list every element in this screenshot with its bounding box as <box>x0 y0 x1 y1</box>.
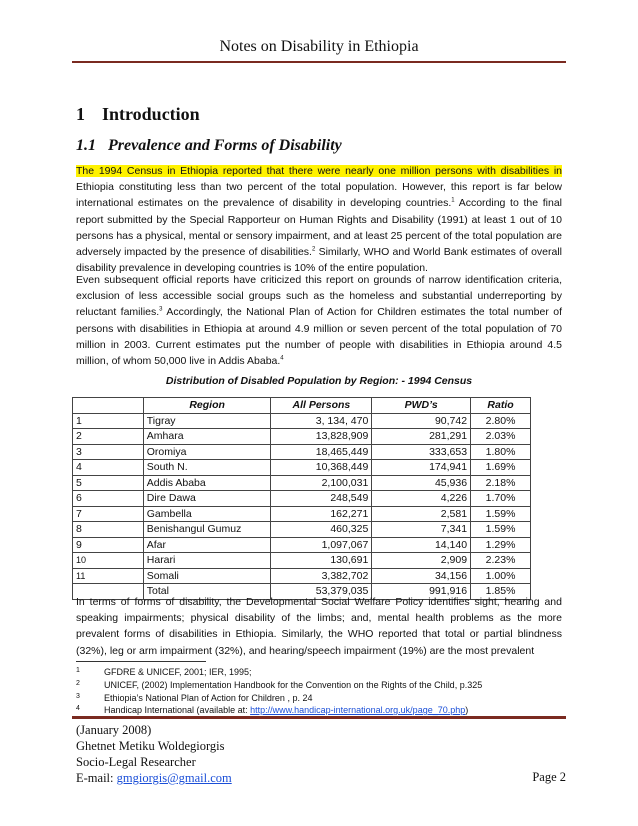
footer-author: Ghetnet Metiku Woldegiorgis <box>76 739 225 753</box>
table-cell: 2 <box>73 429 144 445</box>
table-cell: 1.59% <box>471 506 531 522</box>
table-header-cell: PWD’s <box>372 398 471 414</box>
table-title: Distribution of Disabled Population by Region: - 1994 Census <box>165 375 473 387</box>
table-body <box>73 413 531 599</box>
table-cell: Gambella <box>143 506 271 522</box>
table-header-cell <box>73 398 144 414</box>
paragraph-1: The 1994 Census in Ethiopia reported that there were nearly one million persons with disabilities in Ethiopia constituting less than two percent of the total population. However, this report is far below international estimates on the prevalence of disability in developing countries.$^1$ According to the final report submitted by the Special Rapporteur on Human Rights and Disability (1991) at least 1 out of 10 persons has a physical, mental or sensory impairment, and at least 25 percent of the total population are adversely impacted by the presence of disabilities.$^2$ Similarly, WHO and World Bank estimates of overall disability prevalence in developing countries is 10% of the entire population. <box>76 165 563 275</box>
table-cell: 45,936 <box>372 475 471 491</box>
table-cell: 333,653 <box>372 444 471 460</box>
running-header: Notes on Disability in Ethiopia <box>219 38 419 55</box>
table-cell: 18,465,449 <box>271 444 372 460</box>
table-cell: Harari <box>143 553 271 569</box>
table-row <box>73 522 531 538</box>
table-cell: 1.29% <box>471 537 531 553</box>
table-cell: 3, 134, 470 <box>271 413 372 429</box>
table-cell: 10 <box>73 553 144 569</box>
footnote-ref: 4 <box>280 355 284 362</box>
table-cell: Tigray <box>143 413 271 429</box>
paragraph-2: Even subsequent official reports have criticized this report on grounds of narrow identification criteria, exclusion of less accessible social groups such as the homeless and substantial underreporting by reluctant families.$^3$ Accordingly, the National Plan of Action for Children estimates the total number of persons with disabilities in Ethiopia at around 4.9 million or seven percent of the total population of 70 million in 2003. Current estimates put the number of people with disabilities in Ethiopia around 4.5 million, of whom 50,000 live in Addis Ababa.$^4$ <box>76 274 562 368</box>
footnote-1: 1 GFDRE & UNICEF, 2001; IER, 1995; <box>76 667 252 677</box>
table-cell: 1 <box>73 413 144 429</box>
page-number: Page 2 <box>532 770 566 784</box>
footnote-ref: 2 <box>311 246 316 253</box>
table-cell: 6 <box>73 491 144 507</box>
email-link[interactable]: gmgiorgis@gmail.com <box>116 771 232 785</box>
table-header-cell: Ratio <box>471 398 531 414</box>
table-cell: 1.85% <box>471 584 531 600</box>
table-cell: 10,368,449 <box>271 460 372 476</box>
table-cell: 991,916 <box>372 584 471 600</box>
table-cell: Somali <box>143 568 271 584</box>
header-rule <box>72 61 566 63</box>
table-cell: 281,291 <box>372 429 471 445</box>
table-cell: 2.23% <box>471 553 531 569</box>
section-heading <box>76 104 200 125</box>
table-row <box>73 491 531 507</box>
section-number: 1 <box>76 104 85 124</box>
subsection-title: Prevalence and Forms of Disability <box>108 137 342 154</box>
table-row <box>73 537 531 553</box>
footer-date: (January 2008) <box>76 723 152 737</box>
table-cell: Benishangul Gumuz <box>143 522 271 538</box>
table-cell: 162,271 <box>271 506 372 522</box>
table-cell: 7 <box>73 506 144 522</box>
table-cell: Oromiya <box>143 444 271 460</box>
table-cell: 1.69% <box>471 460 531 476</box>
table-cell: 2,100,031 <box>271 475 372 491</box>
footnote-2: 2 UNICEF, (2002) Implementation Handbook for the Convention on the Rights of the Child, p.325 <box>76 680 483 690</box>
table-cell: 2,581 <box>372 506 471 522</box>
table-cell: 460,325 <box>271 522 372 538</box>
table-cell: 3,382,702 <box>271 568 372 584</box>
table-cell: 11 <box>73 568 144 584</box>
subsection-heading <box>76 137 342 155</box>
table-row <box>73 475 531 491</box>
table-row <box>73 429 531 445</box>
table-cell: 1.00% <box>471 568 531 584</box>
table-cell: 1.59% <box>471 522 531 538</box>
table-cell: 7,341 <box>372 522 471 538</box>
table-cell: 1,097,067 <box>271 537 372 553</box>
table-header-cell: Region <box>143 398 271 414</box>
table-header-row <box>73 398 531 414</box>
table-cell: Addis Ababa <box>143 475 271 491</box>
footnote-4: 4 Handicap International (available at: http://www.handicap-international.org.uk/page_70.php) <box>76 705 469 715</box>
table-cell: Dire Dawa <box>143 491 271 507</box>
handicap-international-link[interactable]: http://www.handicap-international.org.uk/page_70.php <box>250 705 466 715</box>
table-cell: 2.18% <box>471 475 531 491</box>
table-row <box>73 568 531 584</box>
table-cell: 8 <box>73 522 144 538</box>
highlighted-text: The 1994 Census in Ethiopia reported that there were nearly one million persons with disabilities in <box>76 165 562 177</box>
table-cell: Afar <box>143 537 271 553</box>
paragraph-3: In terms of forms of disability, the Developmental Social Welfare Policy identifies sight, hearing and speaking impairments; physical disability of the limbs; and, mental health problems as the more prevalent forms of disabilities in Ethiopia. Similarly, the WHO reported that total or partial blindness (32%), leg or arm impairment (32%), and hearing/speech impairment (19%) are the most prevalent <box>76 596 562 657</box>
table-cell: Total <box>143 584 271 600</box>
footnote-rule <box>76 661 206 662</box>
footer-rule <box>72 716 566 719</box>
table-cell: 1.70% <box>471 491 531 507</box>
section-title: Introduction <box>102 104 200 124</box>
footer-email-line: E-mail: gmgiorgis@gmail.com <box>76 771 232 785</box>
table-row <box>73 444 531 460</box>
table-cell: 4,226 <box>372 491 471 507</box>
footnote-3: 3 Ethiopia’s National Plan of Action for Children , p. 24 <box>76 693 313 703</box>
table-cell: 2.03% <box>471 429 531 445</box>
footnote-ref: 3 <box>159 306 163 313</box>
footer-role: Socio-Legal Researcher <box>76 755 196 769</box>
table-cell: South N. <box>143 460 271 476</box>
table-cell: 3 <box>73 444 144 460</box>
table-cell: 53,379,035 <box>271 584 372 600</box>
table-row <box>73 506 531 522</box>
table-row <box>73 460 531 476</box>
table-cell: 248,549 <box>271 491 372 507</box>
table-cell: 174,941 <box>372 460 471 476</box>
table-cell: 2.80% <box>471 413 531 429</box>
region-table <box>72 397 531 600</box>
table-cell: 34,156 <box>372 568 471 584</box>
table-cell: 90,742 <box>372 413 471 429</box>
table-cell: 4 <box>73 460 144 476</box>
footnote-ref: 1 <box>451 197 455 204</box>
footer <box>76 722 232 786</box>
table-cell: 5 <box>73 475 144 491</box>
table-cell: 130,691 <box>271 553 372 569</box>
table-cell: 2,909 <box>372 553 471 569</box>
table-cell: 14,140 <box>372 537 471 553</box>
table-header-cell: All Persons <box>271 398 372 414</box>
subsection-number: 1.1 <box>76 137 96 154</box>
table-cell: Amhara <box>143 429 271 445</box>
table-row <box>73 413 531 429</box>
table-cell: 9 <box>73 537 144 553</box>
table-row <box>73 553 531 569</box>
table-cell: 13,828,909 <box>271 429 372 445</box>
table-cell: 1.80% <box>471 444 531 460</box>
